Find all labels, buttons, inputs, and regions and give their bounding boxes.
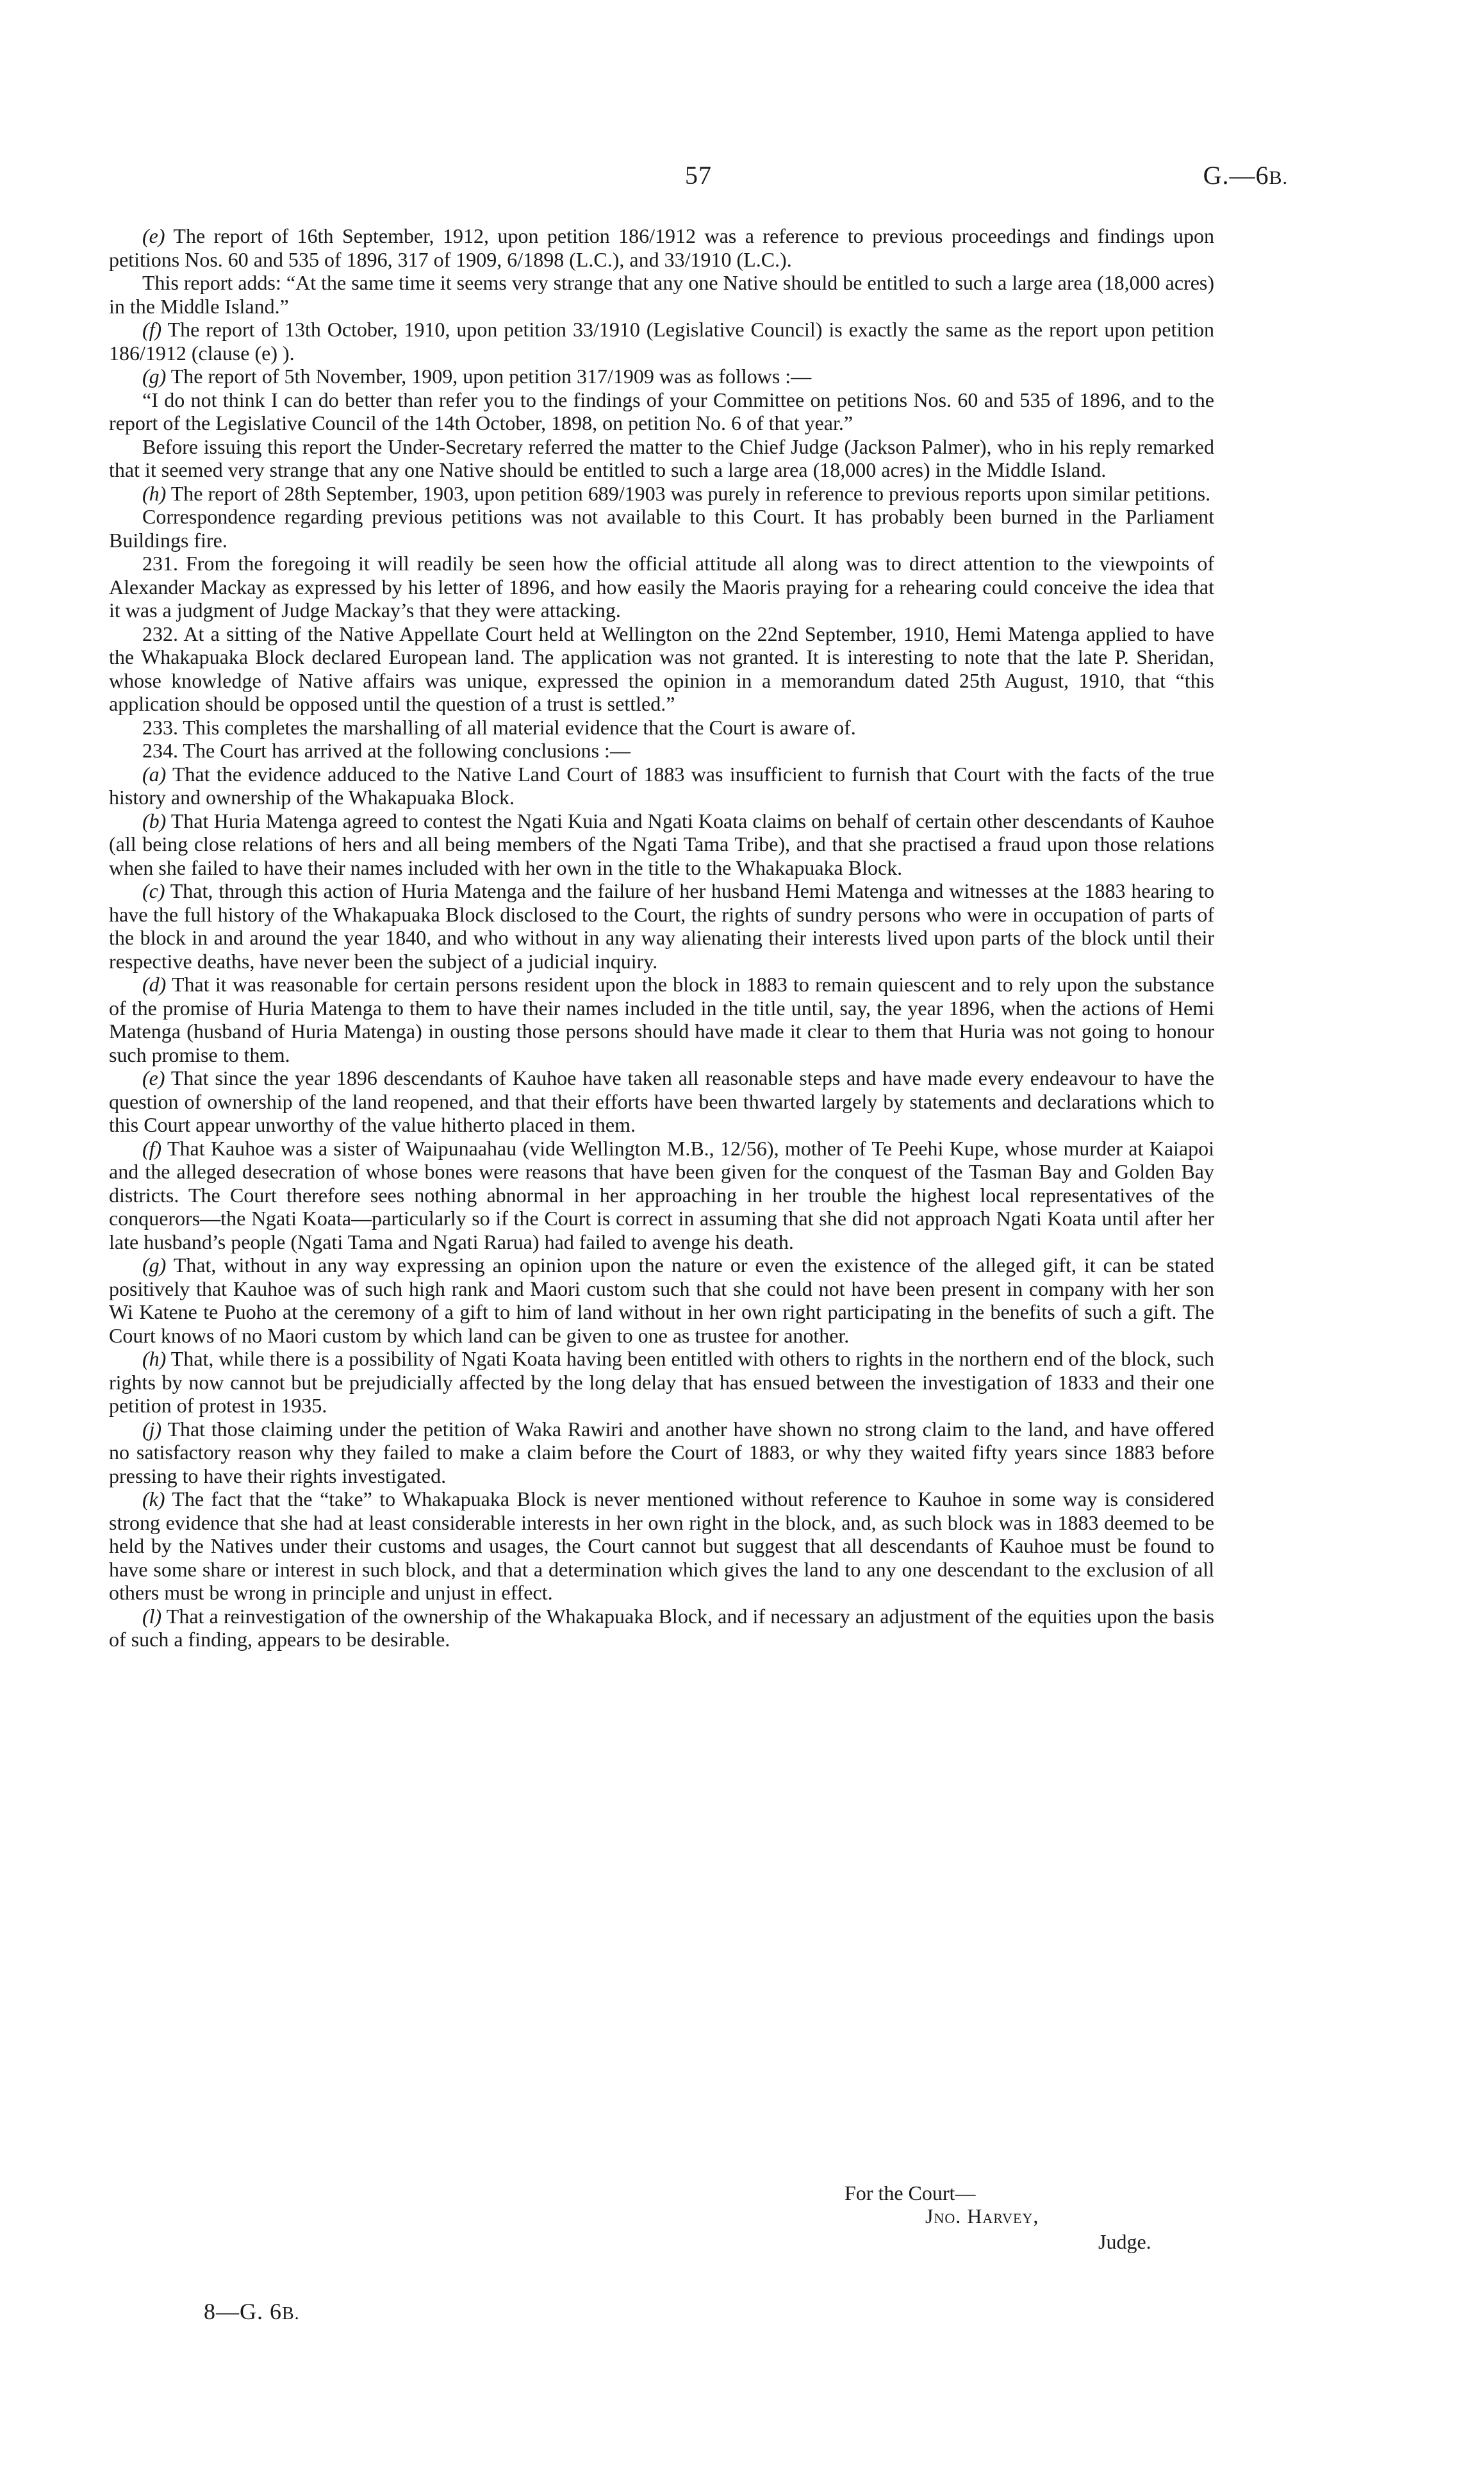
- paragraph-text: 231. From the foregoing it will readily be seen how the official attitude all along was to direct attention to the viewpoints of Alexander Mackay as expressed by his letter of 1896, and how easily the Maoris praying for a rehearing could conceive the idea that it was a judgment of Judge Mackay’s that they were attacking.: [109, 552, 1214, 622]
- paragraph-e1: [109, 224, 1214, 271]
- series-reference: [1203, 160, 1288, 190]
- paragraph-ce: [109, 1066, 1214, 1137]
- clause-marker: (b): [142, 809, 167, 832]
- paragraph-f: [109, 318, 1214, 365]
- clause-marker: (c): [142, 879, 165, 902]
- clause-marker: (k): [142, 1487, 165, 1510]
- signature-for-the-court: For the Court—: [845, 2181, 976, 2204]
- paragraph-text: That since the year 1896 descendants of Kauhoe have taken all reasonable steps and have made every endeavour to have the question of ownership of the land reopened, and that their efforts have been thwarted largely by statements and declarations which to this Court appear unworthy of the value hitherto placed in them.: [109, 1066, 1214, 1136]
- sheet-main: 8—G. 6: [204, 2299, 282, 2324]
- clause-marker: (f): [142, 1136, 162, 1160]
- paragraph-text: The report of 13th October, 1910, upon petition 33/1910 (Legislative Council) is exactly the same as the report upon petition 186/1912 (clause (e) ).: [109, 318, 1214, 365]
- paragraph-cg: [109, 1253, 1214, 1347]
- clause-marker: (e): [142, 1066, 165, 1089]
- clause-marker: (h): [142, 481, 167, 505]
- series-main: G.—6: [1203, 161, 1269, 190]
- paragraph-text: That, through this action of Huria Matenga and the failure of her husband Hemi Matenga and witnesses at the 1883 hearing to have the full history of the Whakapuaka Block disclosed to the Court, the rights of sundry persons who were in occupation of parts of the block in and around the year 1840, and who without in any way alienating their interests lived upon parts of the block until their respective deaths, have never been the subject of a judicial inquiry.: [109, 879, 1214, 973]
- paragraph-text: “I do not think I can do better than refer you to the findings of your Committee on petitions Nos. 60 and 535 of 1896, and to the report of the Legislative Council of the 14th October, 1898, on petition No. 6 of that year.”: [109, 388, 1214, 434]
- paragraph-ch: [109, 1347, 1214, 1418]
- paragraph-text: That a reinvestigation of the ownership of the Whakapuaka Block, and if necessary an adjustment of the equities upon the basis of such a finding, appears to be desirable.: [109, 1604, 1214, 1651]
- sheet-signature-mark: [204, 2298, 300, 2325]
- clause-marker: (j): [142, 1417, 162, 1441]
- clause-marker: (h): [142, 1347, 167, 1370]
- paragraph-text: 234. The Court has arrived at the following conclusions :—: [142, 739, 631, 762]
- series-suffix: B.: [1269, 167, 1288, 188]
- paragraph-e2: [109, 271, 1214, 318]
- paragraph-text: Correspondence regarding previous petitions was not available to this Court. It has probably been burned in the Parliament Buildings fire.: [109, 505, 1214, 552]
- paragraph-text: That Kauhoe was a sister of Waipunaahau (vide Wellington M.B., 12/56), mother of Te Peehi Kupe, whose murder at Kaiapoi and the alleged desecration of whose bones were reasons that have been given for the conquest of the Tasman Bay and Golden Bay districts. The Court therefore sees nothing abnormal in her approaching in her trouble the highest local representatives of the conquerors—the Ngati Koata—particularly so if the Court is correct in assuming that she did not approach Ngati Koata until after her late husband’s people (Ngati Tama and Ngati Rarua) had failed to avenge his death.: [109, 1136, 1214, 1253]
- paragraph-cf: [109, 1137, 1214, 1254]
- sheet-suffix: B.: [282, 2304, 300, 2324]
- paragraph-p232: [109, 622, 1214, 716]
- clause-marker: (d): [142, 973, 167, 996]
- paragraph-cb: [109, 809, 1214, 880]
- paragraph-text: That, while there is a possibility of Ngati Koata having been entitled with others to rights in the northern end of the block, such rights by now cannot but be prejudicially affected by the long delay that has ensued between the investigation of 1833 and their one petition of protest in 1935.: [109, 1347, 1214, 1417]
- paragraph-h1: [109, 482, 1214, 506]
- paragraph-text: The fact that the “take” to Whakapuaka Block is never mentioned without reference to Kauhoe in some way is considered strong evidence that she had at least considerable interests in her own right in the block, and, as such block was in 1883 deemed to be held by the Natives under their customs and usages, the Court cannot but suggest that all descendants of Kauhoe must be found to have some share or interest in such block, and that a determination which gives the land to any one descendant to the exclusion of all others must be wrong in principle and unjust in effect.: [109, 1487, 1214, 1604]
- paragraph-text: Before issuing this report the Under-Secretary referred the matter to the Chief Judge (Jackson Palmer), who in his reply remarked that it seemed very strange that any one Native should be entitled to such a large area (18,000 acres) in the Middle Island.: [109, 434, 1214, 481]
- paragraph-text: The report of 28th September, 1903, upon petition 689/1903 was purely in reference to previous reports upon similar petitions.: [166, 481, 1211, 505]
- paragraph-g3: [109, 435, 1214, 482]
- page-header: [109, 160, 1288, 199]
- paragraph-text: The report of 5th November, 1909, upon petition 317/1909 was as follows :—: [166, 365, 812, 388]
- paragraph-cl: [109, 1605, 1214, 1651]
- paragraph-text: That the evidence adduced to the Native Land Court of 1883 was insufficient to furnish that Court with the facts of the true history and ownership of the Whakapuaka Block.: [109, 762, 1214, 809]
- paragraph-cd: [109, 973, 1214, 1066]
- paragraph-p234: [109, 739, 1214, 763]
- clause-marker: (e): [142, 224, 165, 247]
- paragraph-text: That it was reasonable for certain persons resident upon the block in 1883 to remain quiescent and to rely upon the substance of the promise of Huria Matenga to them to have their names included in the title until, say, the year 1896, when the actions of Hemi Matenga (husband of Huria Matenga) in ousting those persons should have made it clear to them that Huria was not going to honour such promise to them.: [109, 973, 1214, 1066]
- paragraph-cj: [109, 1418, 1214, 1488]
- clause-marker: (f): [142, 318, 162, 341]
- paragraph-text: That those claiming under the petition of Waka Rawiri and another have shown no strong claim to the land, and have offered no satisfactory reason why they failed to make a claim before the Court of 1883, or why they waited fifty years since 1883 before pressing to have their rights investigated.: [109, 1417, 1214, 1487]
- paragraph-h2: [109, 505, 1214, 552]
- paragraph-text: 233. This completes the marshalling of all material evidence that the Court is aware of.: [142, 715, 856, 739]
- paragraph-p233: [109, 716, 1214, 740]
- report-body: [109, 224, 1214, 1651]
- paragraph-text: This report adds: “At the same time it seems very strange that any one Native should be entitled to such a large area (18,000 acres) in the Middle Island.”: [109, 271, 1214, 318]
- clause-marker: (a): [142, 762, 167, 786]
- paragraph-text: 232. At a sitting of the Native Appellate Court held at Wellington on the 22nd September, 1910, Hemi Matenga applied to have the Whakapuaka Block declared European land. The application was not granted. It is interesting to note that the late P. Sheridan, whose knowledge of Native affairs was unique, expressed the opinion in a memorandum dated 25th August, 1910, that “this application should be opposed until the question of a trust is settled.”: [109, 622, 1214, 715]
- clause-marker: (l): [142, 1604, 162, 1628]
- paragraph-text: The report of 16th September, 1912, upon petition 186/1912 was a reference to previous proceedings and findings upon petitions Nos. 60 and 535 of 1896, 317 of 1909, 6/1898 (L.C.), and 33/1910 (L.C.).: [109, 224, 1214, 271]
- clause-marker: (g): [142, 1253, 167, 1277]
- signature-name: Jno. Harvey,: [925, 2204, 1039, 2228]
- clause-marker: (g): [142, 365, 167, 388]
- page-number: 57: [685, 161, 712, 190]
- paragraph-ca: [109, 763, 1214, 809]
- paragraph-p231: [109, 552, 1214, 622]
- signature-title: Judge.: [1098, 2230, 1151, 2253]
- paragraph-g1: [109, 365, 1214, 388]
- paragraph-cc: [109, 879, 1214, 973]
- paragraph-text: That, without in any way expressing an opinion upon the nature or even the existence of the alleged gift, it can be stated positively that Kauhoe was of such high rank and Maori custom such that she could not have been present in company with her son Wi Katene te Puoho at the ceremony of a gift to him of land without in her own right participating in the benefits of such a gift. The Court knows of no Maori custom by which land can be given to one as trustee for another.: [109, 1253, 1214, 1347]
- paragraph-ck: [109, 1487, 1214, 1605]
- paragraph-text: That Huria Matenga agreed to contest the Ngati Kuia and Ngati Koata claims on behalf of certain other descendants of Kauhoe (all being close relations of hers and all being members of the Ngati Tama Tribe), and that she practised a fraud upon those relations when she failed to have their names included with her own in the title to the Whakapuaka Block.: [109, 809, 1214, 879]
- paragraph-g2: [109, 388, 1214, 435]
